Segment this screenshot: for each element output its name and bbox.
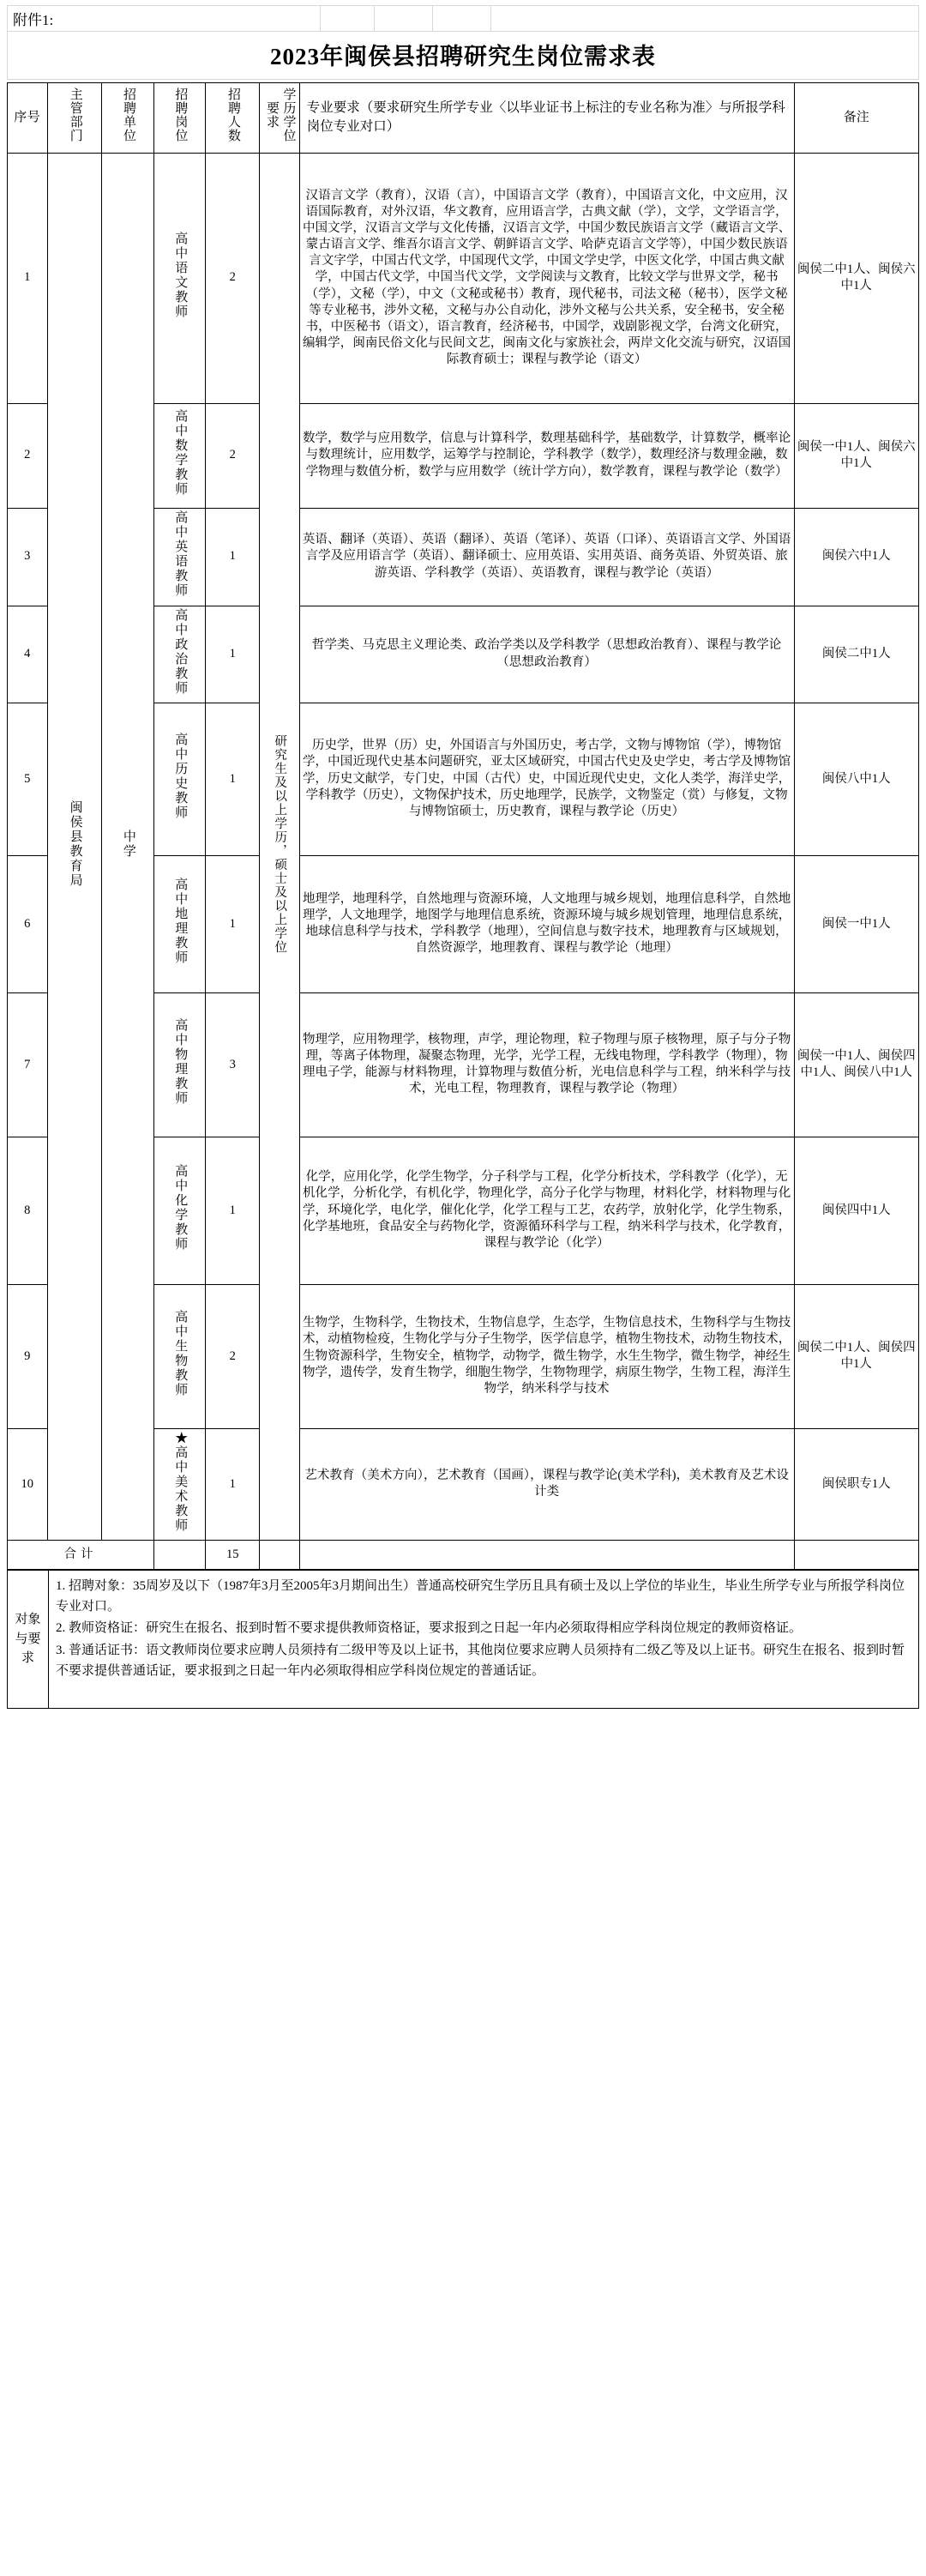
cell-job <box>153 1137 205 1284</box>
cell-count: 1 <box>206 1137 260 1284</box>
cell-dept-merged <box>47 153 102 1540</box>
cell-seq: 8 <box>8 1137 48 1284</box>
cell-major: 化学，应用化学，化学生物学，分子科学与工程，化学分析技术，学科教学（化学），无机化学，分析化学，有机化学，物理化学，高分子化学与物理，材料化学，材料物理与化学，环境化学，电化学，催化化学，化学工程与工艺，农药学，放射化学，化学生物系，化学基地班，食品安全与药物化学，资源循环科学与工程，纳米科学与技术，化学教育，课程与教学论（化学） <box>299 1137 794 1284</box>
total-spacer-major <box>299 1540 794 1569</box>
cell-remark: 闽侯二中1人、闽侯六中1人 <box>794 153 918 403</box>
cell-job-text: 高中历史教师 <box>173 733 188 821</box>
cell-job <box>153 703 205 855</box>
header-dept-text: 主管部门 <box>68 87 82 142</box>
table-row <box>8 153 919 403</box>
strip-cell-empty-1 <box>321 6 375 32</box>
cell-remark: 闽侯二中1人 <box>794 606 918 703</box>
header-seq-text: 序号 <box>14 110 41 124</box>
cell-dept-text: 闽侯县教育局 <box>68 799 82 888</box>
cell-count: 3 <box>206 992 260 1137</box>
cell-remark: 闽侯职专1人 <box>794 1428 918 1540</box>
cell-job-text: 高中生物教师 <box>173 1310 188 1398</box>
header-remark: 备注 <box>794 83 918 154</box>
cell-job-text: 高中化学教师 <box>173 1164 188 1252</box>
page-title: 2023年闽侯县招聘研究生岗位需求表 <box>7 32 919 80</box>
note-item-1: 1. 招聘对象：35周岁及以下（1987年3月至2005年3月期间出生）普通高校研究生学历且具有硕士及以上学位的毕业生，毕业生所学专业与所报学科岗位专业对口。 <box>56 1578 905 1614</box>
header-unit-text: 招聘单位 <box>121 87 135 142</box>
requirements-table <box>7 82 919 1570</box>
cell-seq: 4 <box>8 606 48 703</box>
header-major: 专业要求（要求研究生所学专业〈以毕业证书上标注的专业名称为准〉与所报学科岗位专业对口） <box>299 83 794 154</box>
cell-job <box>153 508 205 606</box>
cell-degree-merged <box>260 153 300 1540</box>
cell-major: 生物学，生物科学，生物技术，生物信息学，生态学，生物信息技术，生物科学与生物技术，动植物检疫，生物化学与分子生物学，医学信息学，植物生物技术，动物生物技术，生物资源科学，生物安全，植物学，动物学，微生物学，水生生物学，微生物学，神经生物学，遗传学，发育生物学，细胞生物学，生物物理学，病原生物学，生物工程，海洋生物学，纳米科学与技术 <box>299 1284 794 1428</box>
cell-count: 1 <box>206 1428 260 1540</box>
header-unit <box>102 83 153 154</box>
cell-count: 1 <box>206 606 260 703</box>
total-label: 合计 <box>8 1540 154 1569</box>
notes-row <box>8 1570 919 1708</box>
cell-seq: 10 <box>8 1428 48 1540</box>
cell-seq: 2 <box>8 403 48 508</box>
cell-job-text: 高中语文教师 <box>173 231 188 319</box>
cell-job <box>153 403 205 508</box>
header-job-text: 招聘岗位 <box>173 87 188 142</box>
cell-major: 历史学，世界（历）史，外国语言与外国历史，考古学，文物与博物馆（学），博物馆学，中国近现代史基本问题研究，亚太区域研究，中国古代史及史学史，考古学及博物馆学，历史文献学，专门史，中国（古代）史，中国近现代史史，文化人类学，海洋史学，学科教学（历史），文物保护技术，历史地理学，民族学，文物鉴定（赏）与修复，文物与博物馆硕士，历史教育，课程与教学论（历史） <box>299 703 794 855</box>
cell-job-text: 高中政治教师 <box>173 607 188 696</box>
cell-unit-text: 中学 <box>121 829 135 859</box>
cell-seq: 9 <box>8 1284 48 1428</box>
attachment-strip <box>7 5 919 32</box>
total-spacer-degree <box>260 1540 300 1569</box>
cell-remark: 闽侯一中1人、闽侯四中1人、闽侯八中1人 <box>794 992 918 1137</box>
total-count: 15 <box>206 1540 260 1569</box>
cell-job-text: 高中数学教师 <box>173 408 188 497</box>
cell-count: 2 <box>206 1284 260 1428</box>
total-spacer-remark <box>794 1540 918 1569</box>
cell-job-text: 高中英语教师 <box>173 510 188 598</box>
header-dept <box>47 83 102 154</box>
cell-seq: 3 <box>8 508 48 606</box>
header-count-text: 招聘人数 <box>226 87 241 142</box>
cell-seq: 1 <box>8 153 48 403</box>
strip-cell-empty-3 <box>433 6 491 32</box>
cell-remark: 闽侯二中1人、闽侯四中1人 <box>794 1284 918 1428</box>
cell-job <box>153 855 205 992</box>
cell-job-text: 高中地理教师 <box>173 878 188 966</box>
cell-remark: 闽侯八中1人 <box>794 703 918 855</box>
cell-degree-text: 研究生及以上学历，硕士及以上学位 <box>273 733 287 954</box>
table-total-row <box>8 1540 919 1569</box>
cell-count: 1 <box>206 508 260 606</box>
attachment-label: 附件1: <box>8 6 321 32</box>
cell-count: 1 <box>206 855 260 992</box>
strip-cell-empty-2 <box>375 6 433 32</box>
cell-job <box>153 1428 205 1540</box>
cell-job-text: 高中物理教师 <box>173 1018 188 1107</box>
strip-cell-empty-4 <box>491 6 919 32</box>
cell-major: 汉语言文学（教育），汉语（言），中国语言文学（教育），中国语言文化，中文应用，汉语国际教育，对外汉语，华文教育，应用语言学，古典文献（学），文学，文学语言学，中国文学，汉语言文学与文化传播，汉语言文学，中国少数民族语言文学（藏语言文学、蒙古语言文学、维吾尔语言文学、朝鲜语言文学、哈萨克语言文学等），中国少数民族语言文字学，中国古代文学，中国现代文学，中国文学史学，中医文化学，中国古典文献学，中国古代文学，中国当代文学，文学阅读与文教育，比较文学与世界文学，秘书（学），文秘（学），中文（文秘或秘书）教育，现代秘书，司法文秘（秘书），医学文秘等专业秘书，涉外文秘，文秘与办公自动化，涉外文秘与公共关系，安全秘书，安全秘书，中医秘书（语文），语言教育，经济秘书，中国学，戏剧影视文学，台湾文化研究，编辑学，闽南民俗文化与民间文艺，闽南文化与家族社会，两岸文化交流与研究，汉语国际教育硕士；课程与教学论（语文） <box>299 153 794 403</box>
attachment-row <box>8 6 919 32</box>
header-count <box>206 83 260 154</box>
cell-seq: 5 <box>8 703 48 855</box>
cell-major: 英语、翻译（英语）、英语（翻译）、英语（笔译）、英语（口译）、英语语言文学、外国语言学及应用语言学（英语）、翻译硕士、应用英语、实用英语、商务英语、外贸英语、旅游英语、学科教学（英语）、英语教育，课程与教学论（英语） <box>299 508 794 606</box>
cell-job <box>153 1284 205 1428</box>
cell-remark: 闽侯四中1人 <box>794 1137 918 1284</box>
header-job <box>153 83 205 154</box>
cell-remark: 闽侯六中1人 <box>794 508 918 606</box>
note-item-2: 2. 教师资格证：研究生在报名、报到时暂不要求提供教师资格证，要求报到之日起一年内必须取得相应学科岗位规定的教师资格证。 <box>56 1621 803 1636</box>
cell-seq: 6 <box>8 855 48 992</box>
header-degree-text: 学历学位要求 <box>264 87 296 142</box>
notes-table <box>7 1570 919 1709</box>
cell-job-text: ★高中美术教师 <box>173 1430 188 1533</box>
cell-major: 艺术教育（美术方向），艺术教育（国画），课程与教学论(美术学科)，美术教育及艺术设计类 <box>299 1428 794 1540</box>
cell-count: 1 <box>206 703 260 855</box>
notes-label: 对象与要求 <box>8 1570 49 1708</box>
cell-seq: 7 <box>8 992 48 1137</box>
cell-major: 数学，数学与应用数学，信息与计算科学，数理基础科学，基础数学，计算数学，概率论与数理统计，应用数学，运筹学与控制论，学科教学（数学），数理经济与数理金融，数学物理与数值分析，数学与应用数学（统计学方向），数学教育，课程与教学论（数学） <box>299 403 794 508</box>
table-header-row <box>8 83 919 154</box>
cell-count: 2 <box>206 153 260 403</box>
header-seq <box>8 83 48 154</box>
total-spacer-job <box>153 1540 205 1569</box>
note-item-3: 3. 普通话证书：语文教师岗位要求应聘人员须持有二级甲等及以上证书，其他岗位要求应聘人员须持有二级乙等及以上证书。研究生在报名、报到时暂不要求提供普通话证，要求报到之日起一年内必须取得相应学科岗位规定的普通话证。 <box>56 1643 905 1678</box>
cell-job <box>153 992 205 1137</box>
cell-unit-merged <box>102 153 153 1540</box>
cell-major: 哲学类、马克思主义理论类、政治学类以及学科教学（思想政治教育）、课程与教学论（思想政治教育） <box>299 606 794 703</box>
cell-major: 物理学，应用物理学，核物理，声学，理论物理，粒子物理与原子核物理，原子与分子物理，等离子体物理，凝聚态物理，光学，光学工程，无线电物理，学科教学（物理），物理电子学，能源与材料物理，计算物理与数值分析，光电信息科学与工程，纳米科学与技术，光电工程，物理教育，课程与教学论（物理） <box>299 992 794 1137</box>
cell-remark: 闽侯一中1人 <box>794 855 918 992</box>
notes-body <box>49 1570 919 1708</box>
cell-major: 地理学，地理科学，自然地理与资源环境，人文地理与城乡规划，地理信息科学，自然地理学，人文地理学，地图学与地理信息系统，资源环境与城乡规划管理，地理信息系统，地球信息科学与技术，学科教学（地理），空间信息与数字技术，地理教育与区域规划，自然资源学，地理教育、课程与教学论（地理） <box>299 855 794 992</box>
cell-remark: 闽侯一中1人、闽侯六中1人 <box>794 403 918 508</box>
header-degree <box>260 83 300 154</box>
cell-job <box>153 153 205 403</box>
cell-job <box>153 606 205 703</box>
table-body <box>8 153 919 1569</box>
cell-count: 2 <box>206 403 260 508</box>
